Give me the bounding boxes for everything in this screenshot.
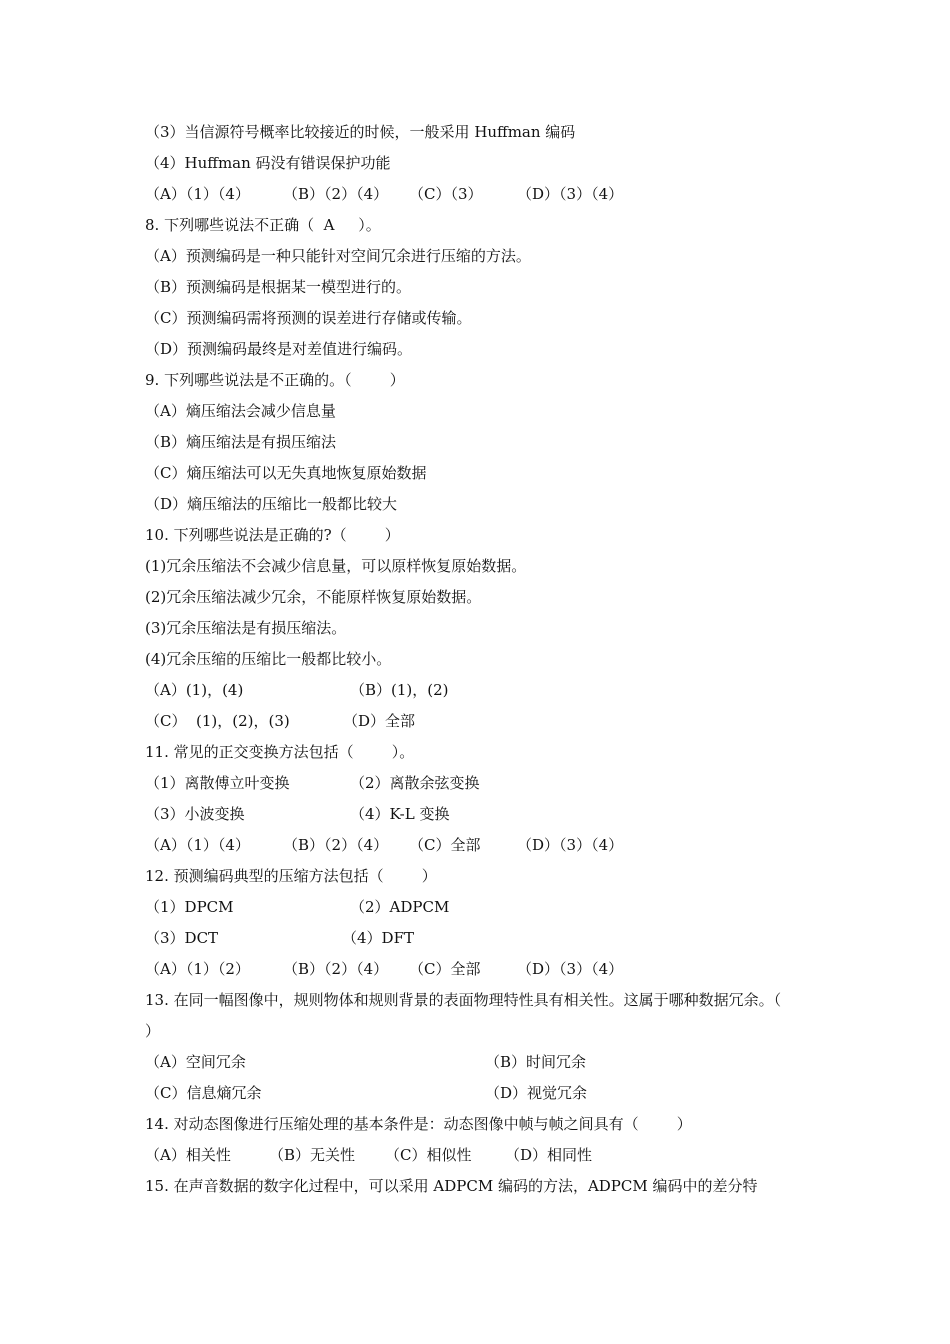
answer-options (145, 706, 815, 737)
question-text: 14. 对动态图像进行压缩处理的基本条件是：动态图像中帧与帧之间具有（ ） (145, 1115, 692, 1133)
statement-text: (4)冗余压缩的压缩比一般都比较小。 (145, 650, 392, 668)
item-pair (145, 768, 815, 799)
answer-options (145, 675, 815, 706)
option-line (145, 489, 815, 520)
question-10 (145, 520, 815, 551)
text-segment: （3）当信源符号概率比较接近的时候，一般采用 Huffman 编码 (145, 123, 576, 141)
option-c: （C）（3） (409, 185, 483, 203)
option-a: （A）相关性 (145, 1146, 231, 1164)
statement-line (145, 644, 815, 675)
option-text: （A）熵压缩法会减少信息量 (145, 402, 336, 420)
question-12 (145, 861, 815, 892)
answer-options (145, 830, 815, 861)
question-text: 8. 下列哪些说法不正确（ A ）。 (145, 216, 381, 234)
option-text: （A）预测编码是一种只能针对空间冗余进行压缩的方法。 (145, 247, 531, 265)
item-text: （3）小波变换 (145, 805, 245, 823)
option-b: （B）（2）（4） (283, 185, 389, 203)
option-a: （A）（1）（2） (145, 960, 250, 978)
item-text: （1）离散傅立叶变换 (145, 774, 290, 792)
item-text: （2）离散余弦变换 (350, 774, 480, 792)
question-13 (145, 985, 820, 1047)
answer-options (145, 1078, 815, 1109)
option-text: （B）熵压缩法是有损压缩法 (145, 433, 337, 451)
option-text: （D）熵压缩法的压缩比一般都比较大 (145, 495, 398, 513)
statement-text: (2)冗余压缩法减少冗余，不能原样恢复原始数据。 (145, 588, 482, 606)
option-text: （D）预测编码最终是对差值进行编码。 (145, 340, 413, 358)
statement-line (145, 613, 815, 644)
option-d: （D）（3）（4） (517, 185, 624, 203)
option-b: （B）（2）（4） (283, 836, 389, 854)
item-text: （1）DPCM (145, 898, 234, 916)
question-text: 9. 下列哪些说法是不正确的。（ ） (145, 371, 405, 389)
option-a: （A）空间冗余 (145, 1053, 246, 1071)
text-segment: （4）Huffman 码没有错误保护功能 (145, 154, 391, 172)
item-text: （2）ADPCM (350, 898, 450, 916)
option-line (145, 272, 815, 303)
question-14 (145, 1109, 815, 1140)
option-d: （D）视觉冗余 (485, 1084, 588, 1102)
question-text: 12. 预测编码典型的压缩方法包括（ ） (145, 867, 437, 885)
option-line (145, 334, 815, 365)
question-text: 13. 在同一幅图像中，规则物体和规则背景的表面物理特性具有相关性。这属于哪种数据冗余。（ ） (145, 991, 820, 1040)
option-c: （C）全部 (409, 836, 481, 854)
option-b: （B）时间冗余 (485, 1053, 587, 1071)
option-d: （D）相同性 (505, 1146, 593, 1164)
question-8 (145, 210, 815, 241)
option-line (145, 458, 815, 489)
item-text: （4）K-L 变换 (350, 805, 450, 823)
question-9 (145, 365, 815, 396)
option-c: （C）全部 (409, 960, 481, 978)
option-d: （D）全部 (343, 712, 416, 730)
option-b: （B）无关性 (269, 1146, 356, 1164)
item-pair (145, 799, 815, 830)
option-a: （A）（1）（4） (145, 836, 250, 854)
answer-options (145, 1047, 815, 1078)
option-line (145, 241, 815, 272)
item-text: （4）DFT (342, 929, 414, 947)
statement-text: (3)冗余压缩法是有损压缩法。 (145, 619, 347, 637)
option-text: （C）熵压缩法可以无失真地恢复原始数据 (145, 464, 427, 482)
option-a: （A）(1)，(4) (145, 681, 244, 699)
option-d: （D）（3）（4） (517, 960, 624, 978)
option-line (145, 396, 815, 427)
item-pair (145, 923, 815, 954)
option-line (145, 303, 815, 334)
question-15 (145, 1171, 815, 1202)
option-a: （A）（1）（4） (145, 185, 250, 203)
option-b: （B）(1)，(2) (350, 681, 449, 699)
text-line (145, 117, 815, 148)
statement-text: (1)冗余压缩法不会减少信息量，可以原样恢复原始数据。 (145, 557, 527, 575)
option-line (145, 427, 815, 458)
option-c: （C） (1)，(2)，(3) (145, 712, 290, 730)
text-line (145, 148, 815, 179)
document-body (145, 117, 820, 1202)
option-b: （B）（2）（4） (283, 960, 389, 978)
option-text: （B）预测编码是根据某一模型进行的。 (145, 278, 412, 296)
option-text: （C）预测编码需将预测的误差进行存储或传输。 (145, 309, 472, 327)
question-text: 10. 下列哪些说法是正确的?（ ） (145, 526, 400, 544)
question-text: 11. 常见的正交变换方法包括（ ）。 (145, 743, 415, 761)
answer-options (145, 1140, 815, 1171)
statement-line (145, 551, 815, 582)
item-pair (145, 892, 815, 923)
option-c: （C）相似性 (385, 1146, 472, 1164)
answer-options (145, 954, 815, 985)
question-text: 15. 在声音数据的数字化过程中，可以采用 ADPCM 编码的方法，ADPCM 编码中的差分特 (145, 1177, 758, 1195)
answer-options (145, 179, 815, 210)
option-c: （C）信息熵冗余 (145, 1084, 262, 1102)
option-d: （D）（3）（4） (517, 836, 624, 854)
question-11 (145, 737, 815, 768)
item-text: （3）DCT (145, 929, 219, 947)
statement-line (145, 582, 815, 613)
